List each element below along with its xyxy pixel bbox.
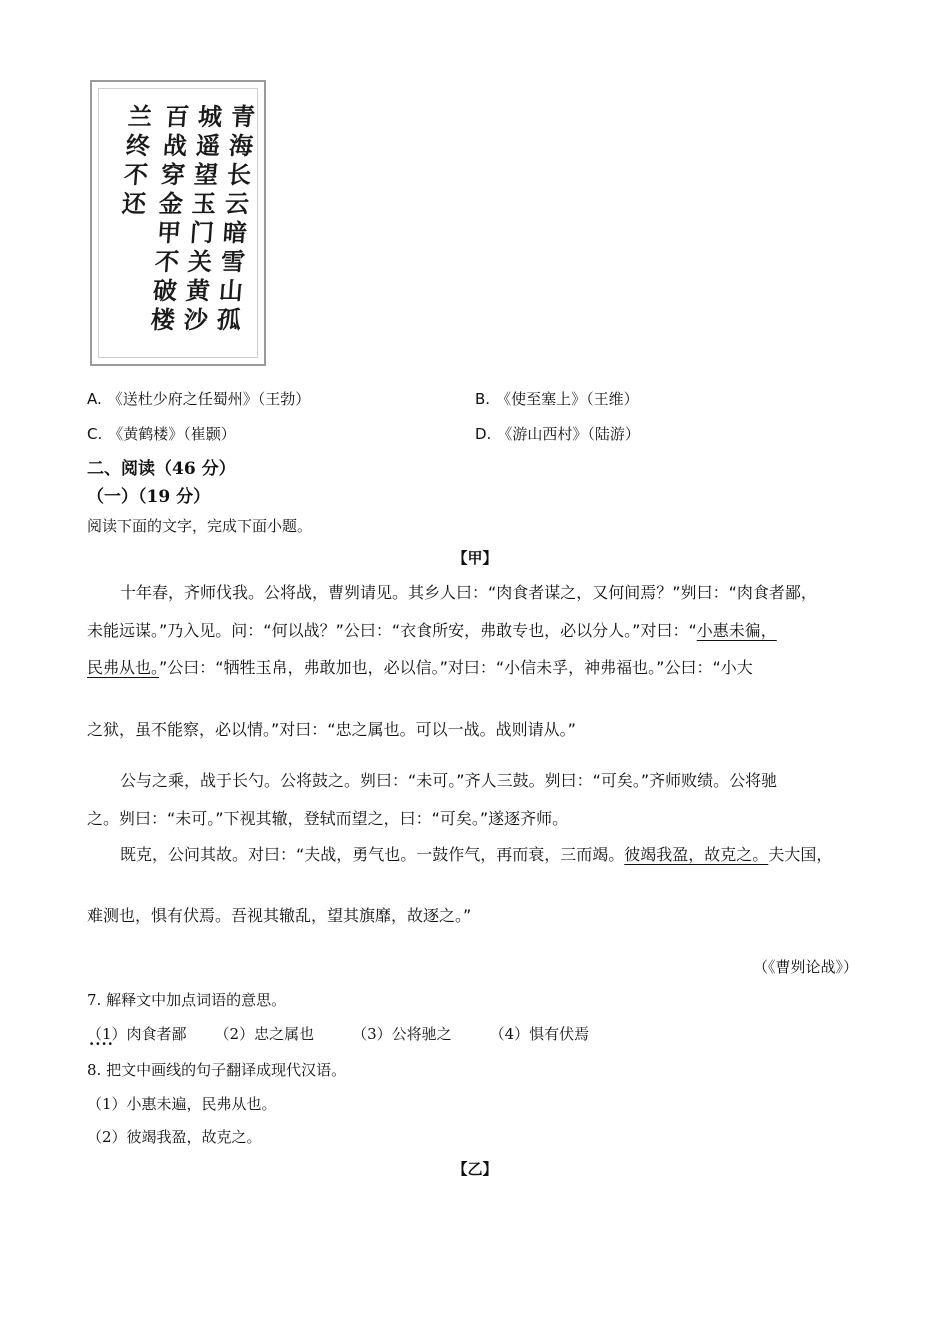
option-text: 《黄鹤楼》（崔颢） <box>108 425 236 443</box>
option-c[interactable] <box>87 424 236 444</box>
passage-label-jia: 【甲】 <box>452 549 498 567</box>
passage-line: 公与之乘，战于长勺。公将鼓之。刿曰：“未可。”齐人三鼓。刿曰：“可矣。”齐师败绩。公将驰 <box>120 771 778 790</box>
part-title: （一）（19 分） <box>87 487 211 507</box>
question-7-item: （3）公将驰之 <box>352 1025 452 1043</box>
calligraphy-column-2: 城遥望玉门关黄沙 <box>182 102 224 334</box>
passage-source: （《曹刿论战》） <box>752 958 858 976</box>
option-letter: D. <box>475 425 492 443</box>
passage-line: 难测也，惧有伏焉。吾视其辙乱，望其旗靡，故逐之。” <box>87 906 472 925</box>
passage-line: 未能远谋。”乃入见。问：“何以战？”公曰：“衣食所安，弗敢专也，必以分人。”对曰：“小惠未徧， <box>87 621 777 640</box>
question-7-title: 7. 解释文中加点词语的意思。 <box>87 991 287 1009</box>
calligraphy-column-3: 百战穿金甲不破楼 <box>149 102 191 334</box>
option-text: 《游山西村》（陆游） <box>497 425 640 443</box>
option-a[interactable] <box>87 389 310 409</box>
option-letter: B. <box>475 390 491 408</box>
passage-line: 民弗从也。”公曰：“牺牲玉帛，弗敢加也，必以信。”对曰：“小信未孚，神弗福也。”公曰：“小大 <box>87 658 753 677</box>
underlined-sentence: 民弗从也。 <box>87 658 160 677</box>
passage-line: 十年春，齐师伐我。公将战，曹刿请见。其乡人曰：“肉食者谋之，又何间焉？”刿曰：“肉食者鄙， <box>120 583 817 602</box>
question-8-title: 8. 把文中画线的句子翻译成现代汉语。 <box>87 1061 347 1079</box>
option-letter: C. <box>87 425 103 443</box>
reading-instruction: 阅读下面的文字，完成下面小题。 <box>87 517 313 535</box>
question-7-item: （1）肉食者鄙 .... <box>87 1024 187 1044</box>
option-b[interactable] <box>475 389 639 409</box>
question-8-item: （2）彼竭我盈，故克之。 <box>87 1128 262 1146</box>
calligraphy-column-4: 兰终不还 <box>120 102 154 218</box>
calligraphy-image <box>90 80 266 366</box>
option-d[interactable] <box>475 424 640 444</box>
option-text: 《送杜少府之任蜀州》（王勃） <box>107 390 311 408</box>
underlined-sentence: 小惠未徧， <box>696 621 777 640</box>
passage-label-yi: 【乙】 <box>452 1160 498 1178</box>
passage-line: 之狱，虽不能察，必以情。”对曰：“忠之属也。可以一战。战则请从。” <box>87 720 576 739</box>
option-text: 《使至塞上》（王维） <box>496 390 639 408</box>
calligraphy-column-1: 青海长云暗雪山孤 <box>215 102 257 334</box>
option-letter: A. <box>87 390 102 408</box>
question-8-item: （1）小惠未遍，民弗从也。 <box>87 1095 277 1113</box>
section-title: 二、阅读（46 分） <box>87 459 236 479</box>
passage-line: 之。刿曰：“未可。”下视其辙，登轼而望之，曰：“可矣。”遂逐齐师。 <box>87 809 569 828</box>
underlined-sentence: 彼竭我盈，故克之。 <box>624 845 769 864</box>
question-7-item: （2）忠之属也 <box>214 1025 315 1043</box>
passage-line: 既克，公问其故。对曰：“夫战，勇气也。一鼓作气，再而衰，三而竭。彼竭我盈，故克之。夫大国， <box>120 845 833 864</box>
question-7-item: （4）惧有伏焉 <box>489 1025 590 1043</box>
question-7-items <box>87 1024 589 1044</box>
